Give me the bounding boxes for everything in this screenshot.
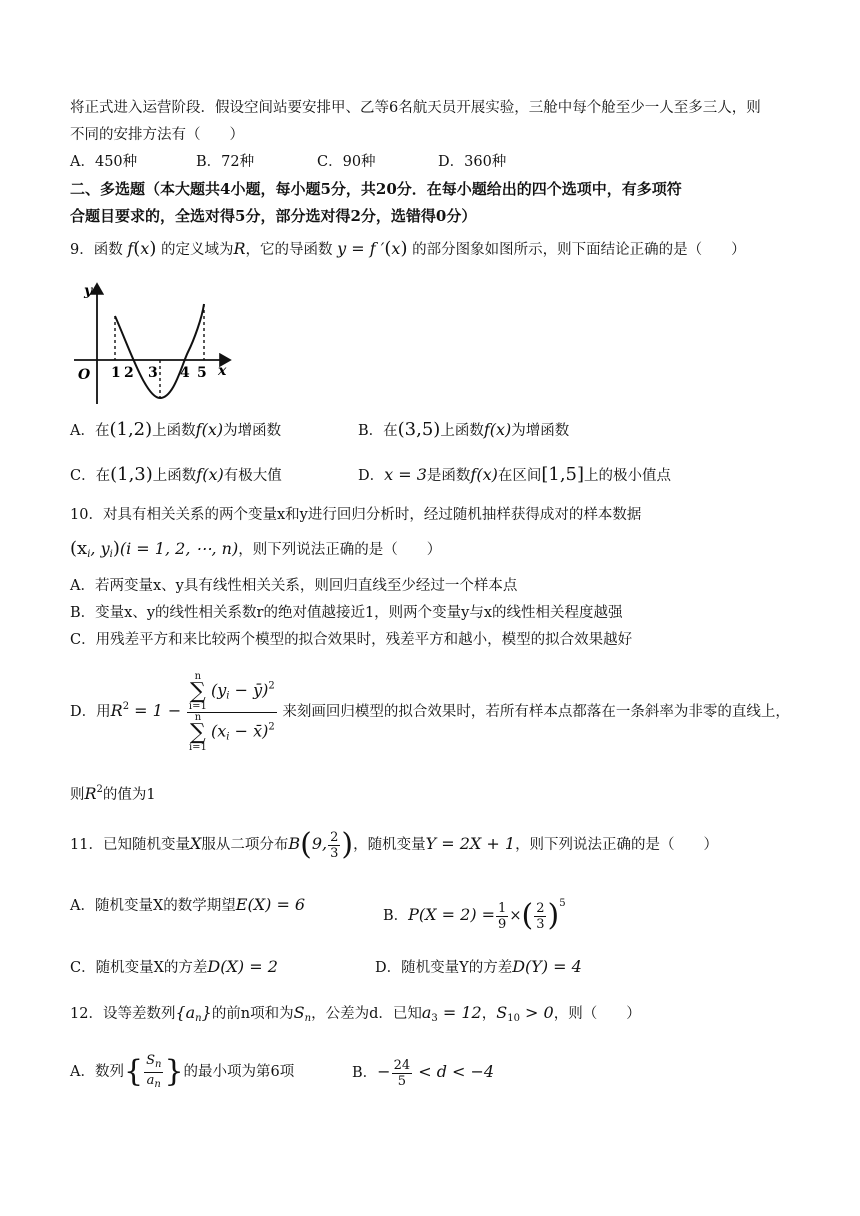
q9-d-mid: 在区间 bbox=[497, 468, 542, 484]
q8-option-a: A．450种 bbox=[70, 154, 138, 170]
axis-y-label: y bbox=[84, 283, 93, 299]
q9-deriv-x: x bbox=[391, 239, 401, 258]
sum-denominator: n ∑ i=1 bbox=[188, 711, 207, 753]
derivative-curve bbox=[115, 304, 204, 398]
q11-d-math: D(Y) = 4 bbox=[512, 957, 582, 976]
q9-option-d bbox=[358, 465, 671, 486]
q11-d-text: D．随机变量Y的方差 bbox=[375, 960, 513, 976]
q12-stem bbox=[70, 1003, 641, 1029]
q9-d-text: 是函数 bbox=[426, 468, 471, 484]
q10-d-r-sq: 2 bbox=[122, 701, 130, 712]
q11-nine: 9, bbox=[311, 834, 328, 853]
q8-stem-line2: 不同的安排方法有（ ） bbox=[70, 127, 244, 143]
axis-x-label: x bbox=[218, 363, 227, 379]
q11-stem-c: ，随机变量 bbox=[353, 837, 426, 853]
r-squared-denominator bbox=[187, 713, 277, 753]
q11-option-b: B．P(X = 2) = $\frac{1}{9}$ ×( $\frac{2}{3}$ )$^5$ bbox=[383, 898, 566, 933]
q10-d-line2-sq: 2 bbox=[96, 784, 103, 795]
q11-stem-d: ，则下列说法正确的是（ ） bbox=[515, 837, 719, 853]
q10-option-a: A．若两变量x、y具有线性相关关系，则回归直线至少经过一个样本点 bbox=[70, 578, 518, 594]
q11-stem-b: 服从二项分布 bbox=[201, 837, 289, 853]
den-sub: i bbox=[226, 731, 230, 742]
q12-S10-sub: 10 bbox=[507, 1013, 520, 1024]
q9-c-text: 上函数 bbox=[152, 468, 197, 484]
q8-option-d: D．360种 bbox=[438, 154, 507, 170]
q10-option-d-line2 bbox=[70, 780, 156, 805]
q11-b-frac-2-3 bbox=[534, 901, 546, 932]
q10-pair: (x bbox=[70, 538, 88, 559]
q11-frac-den: 3 bbox=[330, 845, 339, 861]
q9-b-text: 上函数 bbox=[440, 423, 484, 439]
q12-a3-val: = 12 bbox=[437, 1003, 482, 1022]
q11-frac-2-3 bbox=[328, 830, 340, 861]
q10-d-r: R bbox=[110, 701, 123, 720]
q12-stem-c: ，公差为d．已知 bbox=[311, 1006, 422, 1022]
q12-S10-val: > 0 bbox=[519, 1003, 554, 1022]
q9-deriv: y = f ′ bbox=[337, 239, 385, 258]
q9-x: x bbox=[140, 239, 150, 258]
q9-stem-a: 9．函数 bbox=[70, 242, 123, 258]
q12-a3: a bbox=[421, 1003, 432, 1022]
q9-c-tail: 有极大值 bbox=[223, 468, 282, 484]
q9-a-interval: (1,2) bbox=[109, 419, 153, 440]
q11-b-frac2-den: 3 bbox=[536, 916, 545, 932]
q10-option-b: B．变量x、y的线性相关系数r的绝对值越接近1，则两个变量y与x的线性相关程度越强 bbox=[70, 605, 623, 621]
q12-stem-d: ，则（ ） bbox=[553, 1006, 641, 1022]
tick-4: 4 bbox=[180, 365, 190, 381]
q9-c-interval: (1,3) bbox=[110, 464, 153, 485]
q12-Sn: S bbox=[293, 1003, 305, 1022]
q10-pair-close: ) bbox=[112, 538, 120, 559]
q8-stem-line1: 将正式进入运营阶段．假设空间站要安排甲、乙等6名航天员开展实验，三舱中每个舱至少一人至多三人，则 bbox=[70, 100, 761, 116]
q9-d-f: f(x) bbox=[470, 465, 498, 484]
q9-d-eq: x = 3 bbox=[384, 465, 427, 484]
q11-b-frac-1-9 bbox=[496, 901, 508, 932]
q12-an-sub: n bbox=[195, 1013, 202, 1024]
q10-d-label: D．用 bbox=[70, 704, 111, 720]
q11-b-times: × bbox=[509, 908, 522, 924]
q12-a3-sub: 3 bbox=[431, 1013, 438, 1024]
q10-pair-y: , y bbox=[90, 539, 110, 558]
den-expr: (x bbox=[211, 721, 227, 740]
den-sq: 2 bbox=[268, 721, 275, 732]
q11-option-a bbox=[70, 895, 305, 916]
q12-a-tail: 的最小项为第6项 bbox=[183, 1064, 295, 1080]
q12-stem-b: 的前n项和为 bbox=[211, 1006, 294, 1022]
q10-option-d bbox=[70, 662, 790, 757]
q9-stem: 9．函数 f(x) 的定义域为R，它的导函数 y = f ′(x) 的部分图象如图所示，则下面结论正确的是（ ） bbox=[70, 238, 746, 259]
q12-a-num bbox=[144, 1053, 163, 1073]
tick-3: 3 bbox=[148, 365, 158, 381]
tick-5: 5 bbox=[197, 365, 207, 381]
q9-d-interval: [1,5] bbox=[541, 464, 585, 485]
q8-option-b: B．72种 bbox=[196, 154, 255, 170]
sum-numerator: n ∑ i=1 bbox=[188, 670, 207, 712]
q12-a-den bbox=[144, 1073, 163, 1092]
q12-option-b bbox=[352, 1050, 494, 1095]
q9-option-b bbox=[358, 420, 569, 441]
q9-b-label: B．在 bbox=[358, 423, 398, 439]
r-squared-fraction bbox=[187, 672, 277, 753]
q12-an: {a bbox=[175, 1003, 196, 1022]
q12-a-label: A．数列 bbox=[70, 1064, 124, 1080]
q9-option-c bbox=[70, 465, 282, 486]
q11-b-frac2-num: 2 bbox=[536, 900, 545, 916]
q11-stem-a: 11．已知随机变量 bbox=[70, 837, 190, 853]
q9-c-f: f(x) bbox=[196, 465, 224, 484]
q12-Sn-sub: n bbox=[304, 1013, 312, 1024]
q11-a-text: A．随机变量X的数学期望 bbox=[70, 898, 236, 914]
q10-stem-line1: 10．对具有相关关系的两个变量x和y进行回归分析时，经过随机抽样获得成对的样本数据 bbox=[70, 507, 642, 523]
q11-c-math: D(X) = 2 bbox=[207, 957, 278, 976]
q9-b-f: f(x) bbox=[483, 420, 512, 439]
derivative-graph bbox=[70, 278, 240, 408]
q12-a-frac bbox=[144, 1053, 163, 1092]
q8-option-c: C．90种 bbox=[317, 154, 376, 170]
q12-option-a: A．数列{ $\frac{S_n}{a_n}$ }的最小项为第6项 bbox=[70, 1052, 295, 1090]
q9-a-text: 上函数 bbox=[152, 423, 196, 439]
q11-X: X bbox=[189, 834, 202, 853]
q11-stem: 11．已知随机变量X服从二项分布B(9, $\frac{2}{3}$ )，随机变量Y = 2X + 1，则下列说法正确的是（ ） bbox=[70, 827, 719, 862]
q12-a-num-S: S bbox=[146, 1052, 155, 1068]
q10-stem-line2 bbox=[70, 539, 441, 565]
q10-d-line2-a: 则 bbox=[70, 787, 85, 803]
tick-1: 1 bbox=[111, 365, 121, 381]
q11-b-label: B． bbox=[383, 908, 409, 924]
den-expr2: − x̄) bbox=[229, 721, 269, 740]
q10-d-tail: 来刻画回归模型的拟合效果时，若所有样本点都落在一条斜率为非零的直线上， bbox=[282, 704, 790, 720]
r-squared-numerator bbox=[187, 672, 277, 713]
q12-a-den-a: a bbox=[146, 1072, 155, 1088]
q10-d-line2-r: R bbox=[84, 784, 97, 803]
q9-stem-d: 的部分图象如图所示，则下面结论正确的是（ ） bbox=[412, 242, 746, 258]
q12-b-minus: − bbox=[377, 1062, 391, 1081]
q9-a-label: A．在 bbox=[70, 423, 110, 439]
q12-stem-a: 12．设等差数列 bbox=[70, 1006, 176, 1022]
num-sub: i bbox=[226, 690, 230, 701]
q12-b-frac bbox=[392, 1058, 413, 1089]
sum-den-bottom: i=1 bbox=[188, 741, 207, 753]
q11-a-math: E(X) = 6 bbox=[235, 895, 306, 914]
q11-b-math: P(X = 2) = bbox=[408, 905, 496, 924]
q12-a-den-sub: n bbox=[154, 1078, 161, 1090]
q11-option-d bbox=[375, 957, 582, 978]
q9-f: f bbox=[127, 239, 134, 258]
q12-a-num-sub: n bbox=[154, 1058, 162, 1070]
q10-d-eq: = 1 − bbox=[129, 701, 182, 720]
q11-B: B bbox=[288, 834, 301, 853]
q12-b-num: 24 bbox=[393, 1057, 411, 1073]
q9-a-tail: 为增函数 bbox=[223, 423, 282, 439]
q9-d-label: D． bbox=[358, 468, 385, 484]
q10-d-line2-b: 的值为1 bbox=[102, 787, 156, 803]
q9-option-a bbox=[70, 420, 281, 441]
q9-c-label: C．在 bbox=[70, 468, 111, 484]
q10-pair-sub-y: i bbox=[109, 549, 113, 560]
origin-label: O bbox=[78, 367, 91, 383]
q10-index: (i = 1, 2, ⋯, n) bbox=[119, 539, 239, 558]
q12-b-label: B． bbox=[352, 1065, 378, 1081]
q12-S10: S bbox=[496, 1003, 508, 1022]
q11-c-text: C．随机变量X的方差 bbox=[70, 960, 208, 976]
section2-heading-line2: 合题目要求的，全选对得5分，部分选对得2分，选错得0分） bbox=[70, 207, 477, 225]
q12-b-den: 5 bbox=[397, 1073, 406, 1089]
q12-comma: ， bbox=[481, 1006, 497, 1022]
sum-num-bottom: i=1 bbox=[188, 700, 207, 712]
q9-stem-c: ，它的导函数 bbox=[245, 242, 333, 258]
q11-b-frac-den: 9 bbox=[498, 916, 507, 932]
q9-R: R bbox=[233, 239, 246, 258]
q11-Yeq: Y = 2X + 1 bbox=[425, 834, 516, 853]
q11-frac-num: 2 bbox=[330, 829, 339, 845]
q12-b-tail: < d < −4 bbox=[413, 1062, 495, 1081]
q11-option-c bbox=[70, 957, 278, 978]
q10-pair-sub-x: i bbox=[87, 549, 91, 560]
num-expr: (y bbox=[211, 680, 227, 699]
num-expr2: − ȳ) bbox=[229, 680, 269, 699]
section2-heading-line1: 二、多选题（本大题共4小题，每小题5分，共20分．在每小题给出的四个选项中，有多项符 bbox=[70, 180, 682, 198]
tick-2: 2 bbox=[124, 365, 134, 381]
q9-stem-b: 的定义域为 bbox=[160, 242, 234, 258]
q11-b-pow: 5 bbox=[559, 898, 566, 909]
q10-option-c: C．用残差平方和来比较两个模型的拟合效果时，残差平方和越小，模型的拟合效果越好 bbox=[70, 632, 633, 648]
q10-stem-tail: ，则下列说法正确的是（ ） bbox=[238, 542, 442, 558]
q11-b-frac-num: 1 bbox=[498, 900, 507, 916]
sum-den-top: n bbox=[194, 711, 202, 723]
q9-d-tail: 上的极小值点 bbox=[584, 468, 672, 484]
q9-b-tail: 为增函数 bbox=[511, 423, 570, 439]
q12-an-close: } bbox=[201, 1003, 212, 1022]
num-sq: 2 bbox=[268, 680, 275, 691]
q9-b-interval: (3,5) bbox=[397, 419, 441, 440]
q9-a-f: f(x) bbox=[195, 420, 224, 439]
sum-num-top: n bbox=[194, 670, 202, 682]
